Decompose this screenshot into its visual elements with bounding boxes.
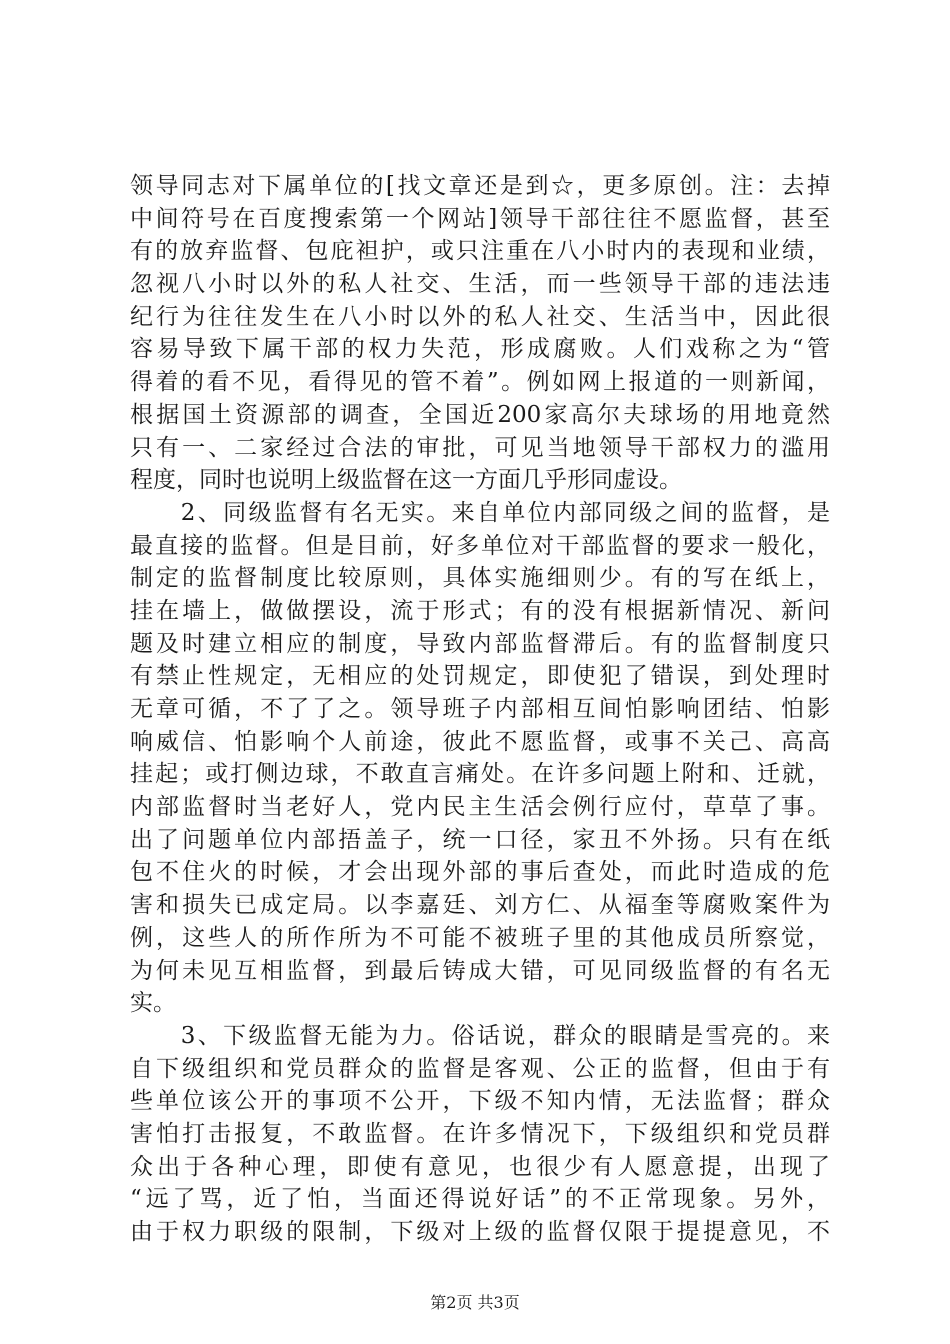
- text-line: 由于权力职级的限制，下级对上级的监督仅限于提提意见，不: [130, 1219, 830, 1245]
- text-line: 领导同志对下属单位的[找文章还是到☆，更多原创。注：去掉: [130, 173, 830, 199]
- text-line: 2、同级监督有名无实。来自单位内部同级之间的监督，是: [130, 499, 830, 526]
- text-line: 纪行为往往发生在八小时以外的私人社交、生活当中，因此很: [130, 303, 830, 330]
- text-line: 包不住火的时候，才会出现外部的事后查处，而此时造成的危: [130, 859, 830, 886]
- text-line: 有禁止性规定，无相应的处罚规定，即使犯了错误，到处理时: [130, 663, 830, 690]
- text-line: 内部监督时当老好人，党内民主生活会例行应付，草草了事。: [130, 794, 830, 821]
- text-line: 为何未见互相监督，到最后铸成大错，可见同级监督的有名无: [130, 957, 830, 984]
- text-line: 容易导致下属干部的权力失范，形成腐败。人们戏称之为“管: [130, 336, 830, 363]
- text-line: 无章可循，不了了之。领导班子内部相互间怕影响团结、怕影: [130, 696, 830, 722]
- text-line: 有的放弃监督、包庇袒护，或只注重在八小时内的表现和业绩，: [130, 238, 830, 265]
- text-line: 出了问题单位内部捂盖子，统一口径，家丑不外扬。只有在纸: [130, 826, 830, 853]
- text-line: 制定的监督制度比较原则，具体实施细则少。有的写在纸上，: [130, 565, 830, 592]
- text-line: 害和损失已成定局。以李嘉廷、刘方仁、从福奎等腐败案件为: [130, 892, 830, 919]
- text-line: 只有一、二家经过合法的审批，可见当地领导干部权力的滥用: [130, 434, 830, 461]
- text-line: 忽视八小时以外的私人社交、生活，而一些领导干部的违法违: [130, 271, 830, 298]
- text-line: 例，这些人的所作所为不可能不被班子里的其他成员所察觉，: [130, 924, 830, 951]
- text-line: 些单位该公开的事项不公开，下级不知内情，无法监督；群众: [130, 1088, 830, 1115]
- page-footer: 第2页 共3页: [430, 1293, 520, 1312]
- text-line: 害怕打击报复，不敢监督。在许多情况下，下级组织和党员群: [130, 1120, 830, 1147]
- text-line: 程度，同时也说明上级监督在这一方面几乎形同虚设。: [130, 467, 682, 494]
- text-line: 挂在墙上，做做摆设，流于形式；有的没有根据新情况、新问: [130, 597, 830, 624]
- text-line: 根据国土资源部的调查，全国近200家高尔夫球场的用地竟然: [130, 401, 830, 428]
- text-line: 得着的看不见，看得见的管不着”。例如网上报道的一则新闻，: [130, 369, 830, 396]
- text-line: “远了骂，近了怕，当面还得说好话”的不正常现象。另外，: [130, 1186, 830, 1213]
- text-line: 自下级组织和党员群众的监督是客观、公正的监督，但由于有: [130, 1055, 830, 1082]
- text-line: 挂起；或打侧边球，不敢直言痛处。在许多问题上附和、迁就，: [130, 761, 830, 788]
- text-line: 题及时建立相应的制度，导致内部监督滞后。有的监督制度只: [130, 630, 830, 657]
- text-line: 最直接的监督。但是目前，好多单位对干部监督的要求一般化，: [130, 532, 830, 559]
- text-line: 实。: [130, 990, 176, 1017]
- document-body: [130, 170, 830, 1249]
- text-line: 中间符号在百度搜索第一个网站]领导干部往往不愿监督，甚至: [130, 205, 830, 232]
- text-line: 3、下级监督无能为力。俗话说，群众的眼睛是雪亮的。来: [130, 1022, 830, 1049]
- text-line: 众出于各种心理，即使有意见，也很少有人愿意提，出现了: [130, 1153, 830, 1180]
- text-line: 响威信、怕影响个人前途，彼此不愿监督，或事不关己、高高: [130, 728, 830, 755]
